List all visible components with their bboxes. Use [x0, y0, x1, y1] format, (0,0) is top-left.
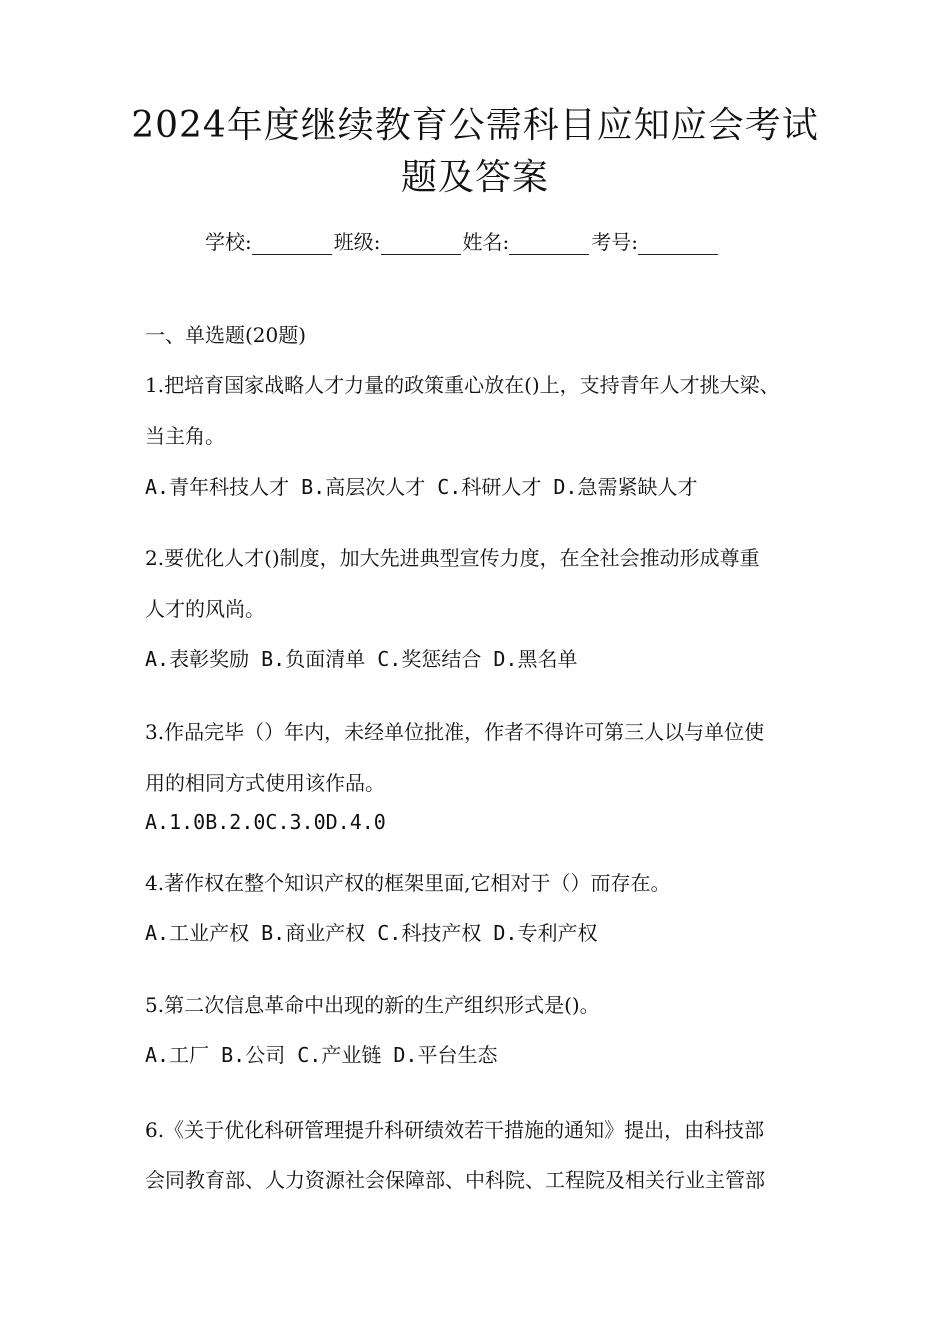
- question-4-options: A.工业产权 B.商业产权 C.科技产权 D.专利产权: [145, 921, 598, 945]
- question-3-text: 3.作品完毕（）年内，未经单位批准，作者不得许可第三人以与单位使: [145, 720, 765, 744]
- exam-number-label: 考号:: [591, 230, 638, 254]
- document-title: 2024年度继续教育公需科目应知应会考试: [131, 105, 819, 146]
- question-6-text-continued: 会同教育部、人力资源社会保障部、中科院、工程院及相关行业主管部: [145, 1168, 765, 1192]
- student-info-row: [205, 226, 720, 255]
- class-label: 班级:: [333, 230, 381, 254]
- question-5-options: A.工厂 B.公司 C.产业链 D.平台生态: [145, 1043, 498, 1067]
- question-2-text: 2.要优化人才()制度，加大先进典型宣传力度，在全社会推动形成尊重: [145, 546, 760, 570]
- question-6-text: 6.《关于优化科研管理提升科研绩效若干措施的通知》提出，由科技部: [145, 1118, 765, 1142]
- question-4-text: 4.著作权在整个知识产权的框架里面,它相对于（）而存在。: [145, 871, 671, 895]
- question-1-text-continued: 当主角。: [145, 424, 225, 448]
- question-3-options: A.1.0B.2.0C.3.0D.4.0: [145, 810, 386, 834]
- question-5-text: 5.第二次信息革命中出现的新的生产组织形式是()。: [145, 993, 600, 1017]
- question-1-options: A.青年科技人才 B.高层次人才 C.科研人才 D.急需紧缺人才: [145, 475, 698, 499]
- school-label: 学校:: [205, 230, 252, 254]
- section-heading: 一、单选题(20题): [145, 323, 307, 347]
- question-2-options: A.表彰奖励 B.负面清单 C.奖惩结合 D.黑名单: [145, 647, 578, 671]
- exam-number-blank[interactable]: [638, 236, 718, 255]
- question-1-text: 1.把培育国家战略人才力量的政策重心放在()上，支持青年人才挑大梁、: [145, 373, 780, 397]
- question-3-text-continued: 用的相同方式使用该作品。: [145, 771, 385, 795]
- school-blank[interactable]: [252, 236, 332, 255]
- name-label: 姓名:: [462, 230, 510, 254]
- question-2-text-continued: 人才的风尚。: [145, 597, 265, 621]
- name-blank[interactable]: [509, 236, 589, 255]
- document-title-continued: 题及答案: [400, 157, 549, 198]
- class-blank[interactable]: [381, 236, 461, 255]
